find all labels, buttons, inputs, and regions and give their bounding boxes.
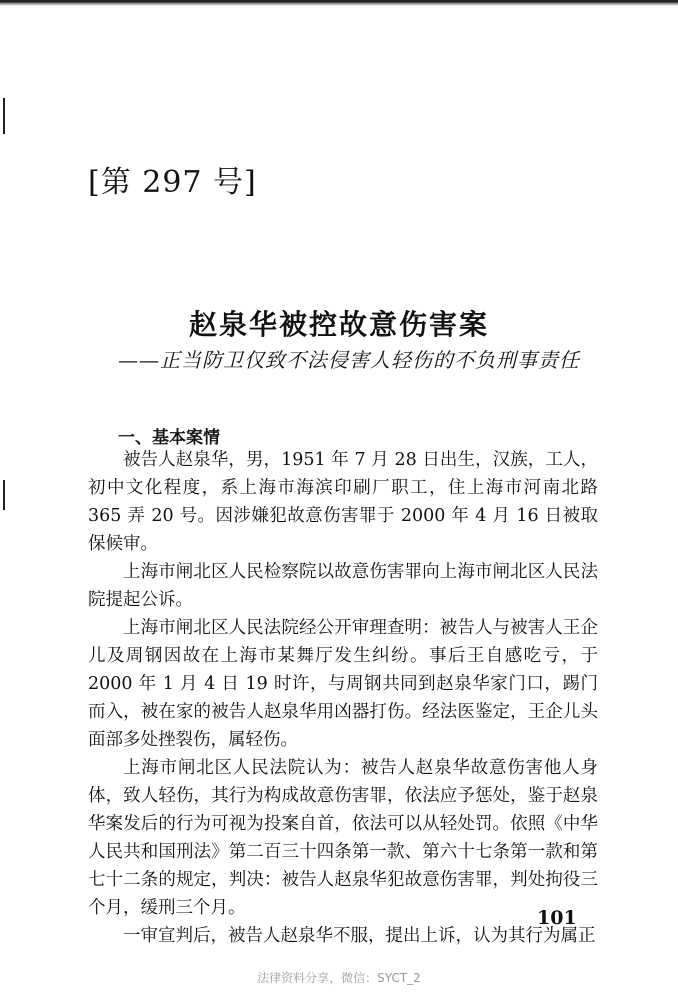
paragraph: 一审宣判后，被告人赵泉华不服，提出上诉，认为其行为属正 (123, 926, 596, 946)
watermark: 法律资料分享，微信：SYCT_2 (257, 971, 421, 985)
left-scan-mark (3, 98, 5, 134)
page-number: 101 (537, 907, 577, 929)
paragraph: 上海市闸北区人民法院认为：被告人赵泉华故意伤害他人身体，致人轻伤，其行为构成故意伤害罪，依法应予惩处，鉴于赵泉华案发后的行为可视为投案自首，依法可以从轻处罚。依照《中华人民共和国刑法》第二百三十四条第一款、第六十七条第一款和第七十二条的规定，判决：被告人赵泉华犯故意伤害罪，判处拘役三个月，缓刑三个月。 (88, 758, 598, 918)
left-scan-mark (3, 480, 5, 510)
top-scan-border (0, 0, 678, 6)
paragraph: 上海市闸北区人民法院经公开审理查明：被告人与被害人王企儿及周钢因故在上海市某舞厅发生纠纷。事后王自感吃亏，于 2000 年 1 月 4 日 19 时许，与周钢共同到赵泉华家门口，踢门而入，被在家的被告人赵泉华用凶器打伤。经法医鉴定，王企儿头面部多处挫裂伤，属轻伤。 (88, 618, 598, 750)
page-title: 赵泉华被控故意伤害案 (188, 308, 489, 341)
case-number: [第 297 号] (88, 165, 257, 200)
paragraph: 被告人赵泉华，男，1951 年 7 月 28 日出生，汉族，工人，初中文化程度，系上海市海滨印刷厂职工，住上海市河南北路 365 弄 20 号。因涉嫌犯故意伤害罪于 2000 年 4 月 16 日被取保候审。 (88, 450, 598, 554)
paragraph: 上海市闸北区人民检察院以故意伤害罪向上海市闸北区人民法院提起公诉。 (88, 562, 598, 610)
section-heading: 一、基本案情 (118, 428, 220, 448)
body-text (88, 446, 598, 950)
subtitle: ——正当防卫仅致不法侵害人轻伤的不负刑事责任 (118, 348, 580, 372)
